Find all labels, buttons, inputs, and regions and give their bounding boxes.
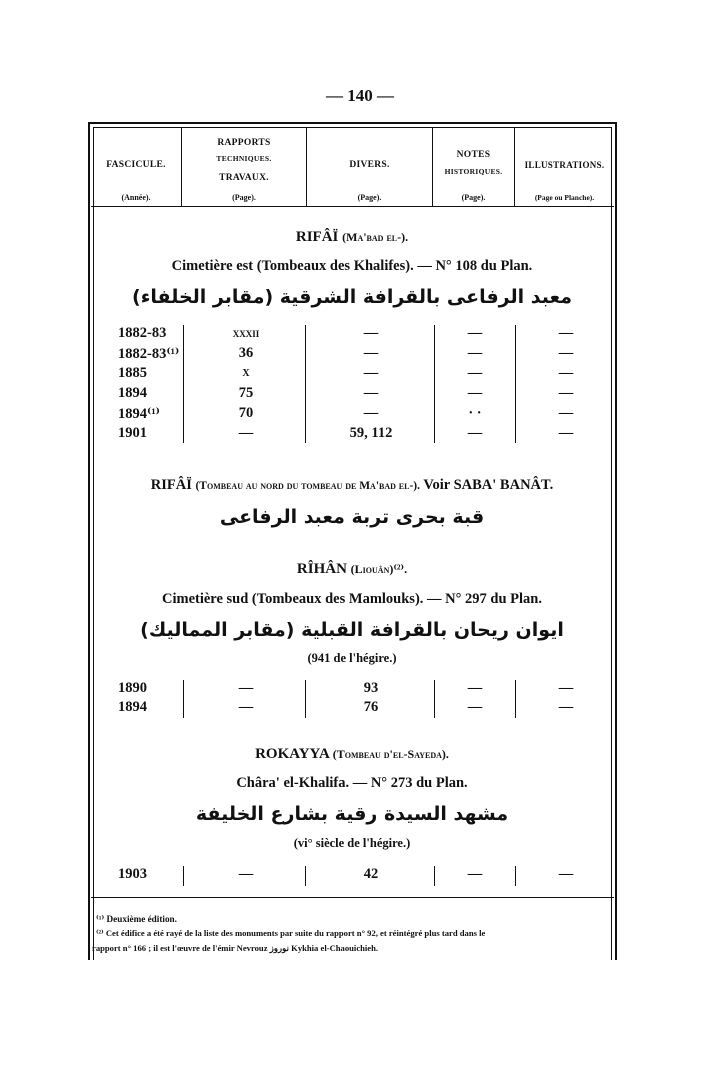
col-divider [183,325,184,443]
row-rapports: 70 [238,405,254,421]
entry-title-rifai2 [92,477,612,494]
row-year: 1903 [118,866,147,882]
row-divers: — [363,405,379,421]
col-divider [515,866,516,886]
row-illustrations: — [558,365,574,381]
row-rapports: — [238,425,254,441]
row-notes: — [467,385,483,401]
row-illustrations: — [558,405,574,421]
row-year: 1890 [118,680,147,696]
row-rapports: XXXII [232,329,260,339]
entry-location-rifai: Cimetière est (Tombeaux des Khalifes). — N° 108 du Plan. [171,258,533,274]
header-travaux: TRAVAUX. [219,173,269,183]
col-divider [434,680,435,718]
entry-hegire-rihan: (941 de l'hégire.) [307,651,397,665]
row-year: 1882-83 [118,325,167,341]
entry-arabic-rifai: معبد الرفاعى بالقرافة الشرقية (مقابر الخلفاء) [132,286,572,308]
row-notes: — [467,425,483,441]
entry-location-rokayya: Châra' el-Khalifa. — N° 273 du Plan. [236,775,468,791]
header-fascicule-sub: (Année). [121,193,151,202]
row-illustrations: — [558,345,574,361]
row-rapports: 75 [238,385,254,401]
col-divider [515,325,516,443]
row-divers: — [363,345,379,361]
entry-arabic-rihan: ايوان ريحان بالقرافة القبلية (مقابر المماليك) [140,619,564,641]
header-historiques: HISTORIQUES. [444,167,503,176]
row-rapports: — [238,866,254,882]
col-divider [183,866,184,886]
row-illustrations: — [558,699,574,715]
entry-name: ROKAYYA [255,746,329,762]
header-divers: DIVERS. [349,160,390,170]
entry-title-rifai [92,229,612,246]
row-illustrations: — [558,680,574,696]
header-rapports: RAPPORTS [217,138,271,148]
header-rapports-sub: (Page). [232,193,256,202]
header-divers-sub: (Page). [357,193,382,202]
row-year: 1885 [118,365,147,381]
entry-location-rihan: Cimetière sud (Tombeaux des Mamlouks). — N° 297 du Plan. [161,591,542,607]
row-notes: — [467,345,483,361]
col-divider [305,325,306,443]
row-notes: — [467,680,483,696]
col-divider [305,866,306,886]
table-frame [88,122,617,960]
col-divider [183,680,184,718]
col-divider [434,325,435,443]
row-divers: — [363,325,379,341]
header-illustrations: ILLUSTRATIONS. [524,160,605,170]
header-notes-sub: (Page). [461,193,486,202]
footnote-rule [91,897,614,898]
row-notes: · · [468,405,482,421]
entry-title-rokayya [92,746,612,763]
col-divider [305,680,306,718]
row-divers: 59, 112 [349,425,393,441]
row-divers: — [363,365,379,381]
header-fascicule: FASCICULE. [106,160,166,170]
entry-name: RIFÂÏ [150,477,192,493]
header-techniques: TECHNIQUES. [216,154,272,163]
entry-title-rihan [92,561,612,578]
row-notes: — [467,866,483,882]
entry-arabic-rifai2: قبة بحرى تربة معبد الرفاعى [219,506,485,528]
entry-subtitle: (Ma'bad el-). [342,230,409,244]
row-year: 1894 [118,699,147,715]
col-divider [434,866,435,886]
row-notes: — [467,325,483,341]
row-rapports: 36 [238,345,254,361]
header-illustrations-sub: (Page ou Planche). [534,193,595,202]
row-notes: — [467,699,483,715]
row-illustrations: — [558,385,574,401]
entry-arabic-rokayya: مشهد السيدة رقية بشارع الخليفة [195,803,509,825]
row-year: 1894⁽¹⁾ [118,406,160,422]
entry-siecle-rokayya: (vi° siècle de l'hégire.) [293,836,411,850]
row-rapports: — [238,680,254,696]
header-notes: NOTES [456,150,491,160]
footnote-1: ⁽¹⁾ Deuxième édition. [96,914,177,924]
entry-see-also: Voir SABA' BANÂT. [423,477,554,493]
row-year: 1894 [118,385,147,401]
entry-subtitle: (Tombeau au nord du tombeau de Ma'bad el-). [195,480,420,492]
page-number: — 140 — [326,86,394,105]
row-year: 1901 [118,425,147,441]
header-rule [91,206,614,207]
row-rapports: — [238,699,254,715]
row-illustrations: — [558,325,574,341]
row-notes: — [467,365,483,381]
entry-name: RIFÂÏ [295,229,339,245]
entry-name: RÎHÂN [296,561,347,577]
row-divers: 42 [363,866,379,882]
row-illustrations: — [558,425,574,441]
footnote-2a: ⁽²⁾ Cet édifice a été rayé de la liste des monuments par suite du rapport n° 92, et réintégré plus tard dans le [96,928,486,938]
entry-subtitle: (Tombeau d'el-Sayeda). [332,747,449,761]
row-divers: 93 [363,680,379,696]
row-divers: — [363,385,379,401]
row-divers: 76 [363,699,379,715]
footnote-2b: rapport n° 166 ; il est l'œuvre de l'émir Nevrouz نوروز Kykhia el-Chaouichieh. [92,943,379,953]
row-rapports: X [242,368,250,379]
row-illustrations: — [558,866,574,882]
entry-subtitle: (Liouân)⁽²⁾. [350,562,408,576]
col-divider [515,680,516,718]
row-year: 1882-83⁽¹⁾ [118,346,180,362]
